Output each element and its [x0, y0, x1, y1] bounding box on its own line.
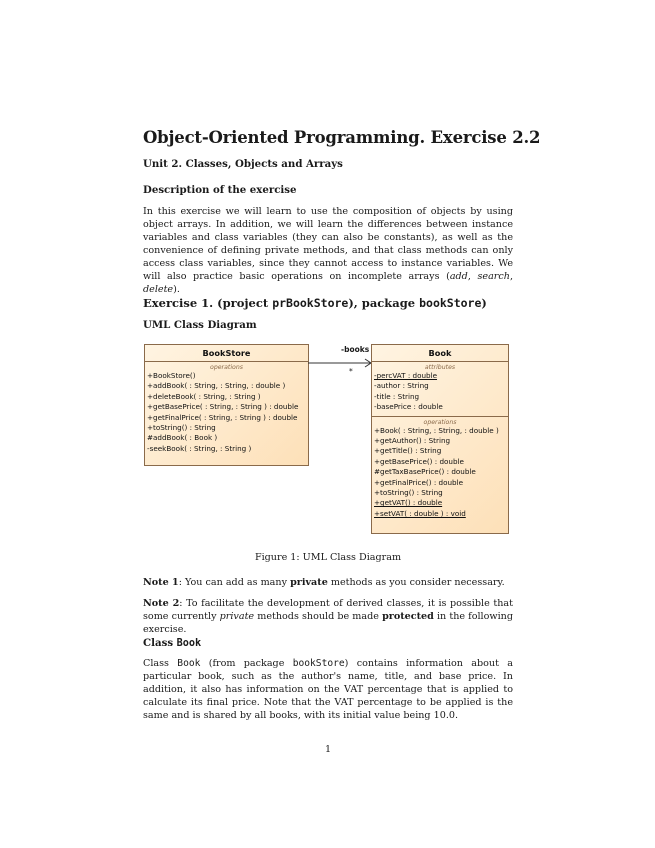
note-1: Note 1: You can add as many private methods as you consider necessary.	[143, 577, 505, 588]
bookstore-operation: +deleteBook( : String, : String )	[147, 391, 261, 401]
book-attribute: -title : String	[374, 391, 420, 401]
bookstore-operation: -seekBook( : String, : String )	[147, 443, 252, 453]
book-operation: #getTaxBasePrice() : double	[374, 467, 476, 477]
unit-heading: Unit 2. Classes, Objects and Arrays	[143, 158, 343, 170]
book-operation: +getBasePrice() : double	[374, 456, 464, 466]
book-operation: +toString() : String	[374, 488, 443, 498]
book-operation: +getFinalPrice() : double	[374, 477, 464, 487]
book-operation: +getTitle() : String	[374, 446, 442, 456]
book-operation: +getAuthor() : String	[374, 436, 451, 446]
book-attribute: -author : String	[374, 381, 429, 391]
document-title: Object-Oriented Programming. Exercise 2.2	[143, 128, 541, 147]
class-book-heading: Class Book	[143, 637, 202, 649]
class-book-description: Class Book (from package bookStore) contains information about a particular book, such as the author's name, title, and base price. In addition, it also has information on the VAT percentage that is applied to calculate its final price. Note that the VAT percentage to be applied is the same and is shared by all books, with its initial value being 10.0.	[143, 658, 513, 721]
bookstore-operation: +toString() : String	[147, 423, 216, 433]
bookstore-class-name: BookStore	[145, 345, 308, 362]
description-heading: Description of the exercise	[143, 184, 297, 196]
book-class-name: Book	[372, 345, 508, 362]
book-operations-label: operations	[423, 418, 457, 426]
association-role: -books	[341, 345, 370, 354]
bookstore-operation: +getFinalPrice( : String, : String ) : double	[147, 412, 298, 422]
book-operation: +setVAT( : double ) : void	[374, 508, 466, 518]
bookstore-operation: #addBook( : Book )	[147, 433, 218, 443]
exercise-heading: Exercise 1. (project prBookStore), package bookStore)	[143, 296, 487, 310]
book-attribute: -percVAT : double	[374, 371, 438, 380]
bookstore-operations-label: operations	[210, 364, 243, 371]
association-line	[308, 353, 374, 373]
description-paragraph: In this exercise we will learn to use the composition of objects by using object arrays. In addition, we will learn the differences between instance variables and class variables (they can also be constants), as well as the convenience of defining private methods, and that class methods can only access class variables, since they cannot access to instance variables. We will also practice basic operations on incomplete arrays (add, search, delete).	[143, 206, 513, 295]
page-number: 1	[324, 744, 332, 755]
uml-heading: UML Class Diagram	[143, 319, 257, 331]
figure-caption: Figure 1: UML Class Diagram	[254, 552, 402, 563]
book-operation: +Book( : String, : String, : double )	[374, 425, 499, 435]
uml-diagram	[143, 343, 513, 543]
book-attribute: -basePrice : double	[374, 402, 443, 412]
book-attributes-label: attributes	[424, 364, 456, 371]
bookstore-operation: +addBook( : String, : String, : double )	[147, 381, 286, 391]
bookstore-operation: +getBasePrice( : String, : String ) : double	[147, 402, 299, 412]
book-class-box	[371, 344, 509, 534]
note-2: Note 2: To facilitate the development of derived classes, it is possible that some currently private methods should be made protected in the following exercise.	[143, 598, 514, 635]
association-multiplicity: *	[349, 367, 353, 376]
book-operation: +getVAT() : double	[374, 498, 443, 508]
bookstore-class-box	[144, 344, 309, 466]
bookstore-operation: +BookStore()	[147, 371, 196, 380]
